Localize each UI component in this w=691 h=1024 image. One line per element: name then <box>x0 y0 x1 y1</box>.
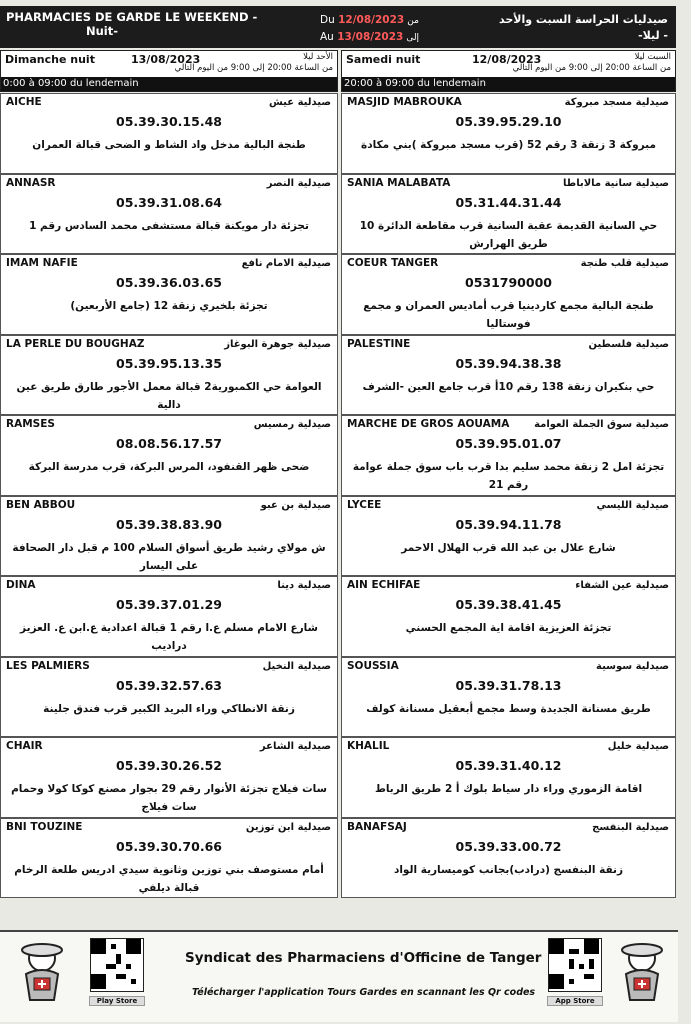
pharmacy-phone: 08.08.56.17.57 <box>116 436 222 451</box>
day-label: Dimanche nuit <box>5 53 95 66</box>
pharmacy-phone: 05.39.31.40.12 <box>455 758 562 773</box>
pharmacy-name: ANNASR <box>6 176 56 189</box>
download-instructions: Télécharger l'application Tours Gardes en scannant les Qr codes <box>192 987 536 998</box>
pharmacy-address: ضحى ظهر القنفود، المرس البركة، قرب مدرسة البركة <box>28 461 310 473</box>
left-pharmacy-list <box>0 93 338 898</box>
pharmacy-ar-name: صيدلية سوق الجملة العوامة <box>534 419 669 430</box>
pharmacy-card <box>341 818 676 899</box>
pharmacy-ar-name: صيدلية سوسية <box>596 660 669 672</box>
ar-title <box>499 12 668 44</box>
footer <box>0 930 678 1022</box>
pharmacy-address: طريق مسنانة الجديدة وسط مجمع أبعقيل مسنانة كولف <box>366 702 651 715</box>
pharmacy-card <box>0 93 338 174</box>
pharmacy-address: زنقة البنفسج (درادب)بجانب كوميسارية الواد <box>393 863 624 876</box>
pharmacy-phone: 05.39.37.01.29 <box>116 597 222 612</box>
pharmacy-address: اقامة الزموري وراء دار سياط بلوك أ 2 طريق الرباط <box>374 783 643 795</box>
pharmacy-card <box>0 174 338 255</box>
pharmacy-phone: 05.39.30.26.52 <box>116 758 222 773</box>
pharmacy-card <box>0 657 338 738</box>
pharmacy-ar-name: صيدلية خليل <box>607 741 669 752</box>
pharmacy-address: شارع الامام مسلم ع.ا رقم 1 قبالة اعدادية ع.ابن ع. العزيز دراديب <box>20 622 318 652</box>
pharmacy-card <box>0 737 338 818</box>
fr-title-line1: PHARMACIES DE GARDE LE WEEKEND - <box>6 10 258 24</box>
pharmacy-phone: 05.39.33.00.72 <box>455 838 562 854</box>
day-hours: 20:00 à 09:00 du lendemain <box>342 77 675 91</box>
pharmacy-phone: 05.39.31.78.13 <box>455 677 562 693</box>
pharmacy-name: SOUSSIA <box>347 659 399 672</box>
au-ar: إلى <box>406 33 420 43</box>
pharmacy-phone: 05.39.95.13.35 <box>116 355 222 371</box>
pharmacy-card <box>341 737 676 818</box>
pharmacy-card <box>341 174 676 255</box>
pharmacy-name: AIN ECHIFAE <box>347 579 421 591</box>
right-pharmacy-list <box>341 93 676 898</box>
pharmacy-address: طنجة البالية مجمع كاردينيا قرب أماديس العمران و مجمع فوستاليا <box>363 300 654 330</box>
pharmacy-ar-name: صيدلية جوهرة البوغاز <box>224 338 331 350</box>
pharmacy-address: تجزئة بلخيري زنقة 12 (جامع الأربعين) <box>70 300 268 312</box>
pharmacy-address: العوامة حي الكمبورية2 قبالة معمل الأجور طارق طريق عين دالية <box>16 380 322 411</box>
pharmacy-name: LYCEE <box>347 498 382 511</box>
pharmacy-card <box>341 415 676 496</box>
day-ar-label: الأحد ليلا <box>303 52 333 62</box>
pharmacy-ar-name: صيدلية عين الشفاء <box>575 580 669 591</box>
day-ar-hours: من الساعة 20:00 إلى 9:00 من اليوم التالي <box>512 63 671 73</box>
du-label: Du <box>320 14 335 26</box>
pharmacy-name: AICHE <box>6 96 42 108</box>
pharmacy-address: تجزئة امل 2 زنقة محمد سليم بدا قرب باب سوق جملة عوامة رقم 21 <box>352 461 665 491</box>
pharmacy-ar-name: صيدلية الليسي <box>596 499 669 511</box>
pharmacy-address: تجزئة العزيزية اقامة اية المجمع الحسني <box>405 622 612 634</box>
pharmacy-name: SANIA MALABATA <box>347 176 451 189</box>
pharmacy-phone: 0531790000 <box>465 275 552 290</box>
pharmacy-address: حي السانية القديمة عقبة السانية قرب مقاطعة الدائرة 10 طريق الهرارش <box>359 219 658 250</box>
pharmacy-card <box>0 254 338 335</box>
pharmacy-phone: 05.39.32.57.63 <box>116 677 222 693</box>
pharmacy-card <box>0 818 338 899</box>
pharmacy-ar-name: صيدلية رمسيس <box>253 419 331 430</box>
pharmacy-ar-name: صيدلية عيش <box>269 97 331 108</box>
pharmacy-card <box>341 254 676 335</box>
pharmacy-phone: 05.39.31.08.64 <box>116 194 222 210</box>
pharmacy-name: COEUR TANGER <box>347 257 439 269</box>
day-date: 12/08/2023 <box>472 53 542 66</box>
pharmacy-name: KHALIL <box>347 740 390 752</box>
day-hours: 0:00 à 09:00 du lendemain <box>1 77 337 91</box>
pharmacy-phone: 05.39.94.11.78 <box>455 516 562 532</box>
day-date: 13/08/2023 <box>131 53 201 66</box>
left-day-header <box>0 50 338 92</box>
ar-title-line2: - ليلا- <box>638 29 668 42</box>
pharmacy-ar-name: صيدلية النخيل <box>262 660 331 672</box>
date-range <box>320 12 419 46</box>
pharmacy-address: أمام مستوصف بني توزين وثانوية سيدي ادريس طلعة الرخام قبالة ديلفي <box>14 863 324 894</box>
pharmacy-name: BANAFSAJ <box>347 820 407 833</box>
pharmacy-name: DINA <box>6 579 36 591</box>
pharmacy-ar-name: صيدلية بن عبو <box>260 499 331 511</box>
pharmacy-address: شارع علال بن عبد الله قرب الهلال الاحمر <box>401 541 616 554</box>
pharmacy-address: طنجة البالية مدخل واد الشاط و الضحى قبالة العمران <box>32 139 306 151</box>
pharmacy-ar-name: صيدلية البنفسج <box>592 821 669 833</box>
day-ar-label: السبت ليلا <box>634 52 671 62</box>
pharmacy-name: MARCHE DE GROS AOUAMA <box>347 418 510 430</box>
pharmacy-card <box>0 496 338 577</box>
ar-title-line1: صيدليات الحراسة السبت والأحد <box>498 13 668 26</box>
pharmacy-ar-name: صيدلية سانية مالاباطا <box>563 177 669 189</box>
pharmacy-name: IMAM NAFIE <box>6 257 78 269</box>
pharmacy-phone: 05.39.95.29.10 <box>455 114 562 129</box>
pharmacy-phone: 05.39.30.70.66 <box>116 838 222 854</box>
du-date: 12/08/2023 <box>338 14 405 26</box>
pharmacy-card <box>0 335 338 416</box>
du-ar: من <box>407 16 419 26</box>
pharmacy-ar-name: صيدلية الشاعر <box>259 741 331 752</box>
pharmacy-phone: 05.39.94.38.38 <box>455 355 562 371</box>
pharmacy-ar-name: صيدلية فلسطين <box>588 338 669 350</box>
pharmacy-card <box>341 335 676 416</box>
pharmacy-card <box>0 576 338 657</box>
pharmacy-ar-name: صيدلية الامام نافع <box>241 258 331 269</box>
pharmacy-phone: 05.39.36.03.65 <box>116 275 222 290</box>
pharmacy-phone: 05.39.30.15.48 <box>116 114 222 129</box>
pharmacy-address: تجزئة دار مويكنة قبالة مستشفى محمد السادس رقم 1 <box>29 219 309 232</box>
pharmacy-name: BNI TOUZINE <box>6 820 83 833</box>
pharmacy-ar-name: صيدلية ابن توزين <box>245 821 331 833</box>
fr-title-line2: Nuit- <box>86 24 119 38</box>
pharmacy-address: مبروكة 3 زنقة 3 رقم 52 (قرب مسجد مبروكة )بني مكادة <box>361 139 656 151</box>
pharmacy-name: PALESTINE <box>347 337 411 350</box>
header-bar <box>0 6 676 48</box>
pharmacy-address: سات فيلاج تجزئة الأنوار رقم 29 بجوار مصنع كوكا كولا وحمام سات فيلاج <box>11 783 327 813</box>
fr-title <box>6 10 276 38</box>
pharmacy-address: زنقة الانطاكي وراء البريد الكبير قرب فندق جلينة <box>43 702 295 715</box>
play-store-label: Play Store <box>89 996 145 1006</box>
day-ar-hours: من الساعة 20:00 إلى 9:00 من اليوم التالي <box>174 63 333 73</box>
pharmacy-name: LES PALMIERS <box>6 659 90 672</box>
pharmacy-card <box>0 415 338 496</box>
app-store-label: App Store <box>547 996 603 1006</box>
pharmacist-mascot-icon <box>612 938 674 1008</box>
pharmacist-mascot-icon <box>12 938 74 1008</box>
au-label: Au <box>320 31 334 43</box>
pharmacy-name: RAMSES <box>6 418 55 430</box>
pharmacy-ar-name: صيدلية قلب طنجة <box>580 258 669 269</box>
pharmacy-name: CHAIR <box>6 740 43 752</box>
pharmacy-ar-name: صيدلية النصر <box>266 177 331 189</box>
app-store-qr-icon[interactable] <box>548 938 602 992</box>
pharmacy-name: LA PERLE DU BOUGHAZ <box>6 337 145 350</box>
au-date: 13/08/2023 <box>337 31 404 43</box>
pharmacy-ar-name: صيدلية مسجد مبروكة <box>564 97 669 108</box>
play-store-qr-icon[interactable] <box>90 938 144 992</box>
pharmacy-ar-name: صيدلية دينا <box>277 580 331 591</box>
right-day-header <box>341 50 676 92</box>
pharmacy-phone: 05.39.38.41.45 <box>455 597 562 612</box>
pharmacy-card <box>341 93 676 174</box>
pharmacy-card <box>341 496 676 577</box>
pharmacy-phone: 05.39.38.83.90 <box>116 516 222 532</box>
pharmacy-card <box>341 657 676 738</box>
pharmacy-phone: 05.39.95.01.07 <box>455 436 562 451</box>
pharmacy-card <box>341 576 676 657</box>
day-label: Samedi nuit <box>346 53 421 66</box>
pharmacy-address: حي بنكيران زنقة 138 رقم 10أ قرب جامع العين -الشرف <box>362 380 655 393</box>
pharmacy-phone: 05.31.44.31.44 <box>455 194 562 210</box>
pharmacy-name: BEN ABBOU <box>6 498 76 511</box>
pharmacy-address: ش مولاي رشيد طريق أسواق السلام 100 م قبل دار الصحافة على اليسار <box>12 541 326 572</box>
pharmacy-name: MASJID MABROUKA <box>347 96 462 108</box>
syndicat-title: Syndicat des Pharmaciens d'Officine de Tanger <box>185 950 542 966</box>
